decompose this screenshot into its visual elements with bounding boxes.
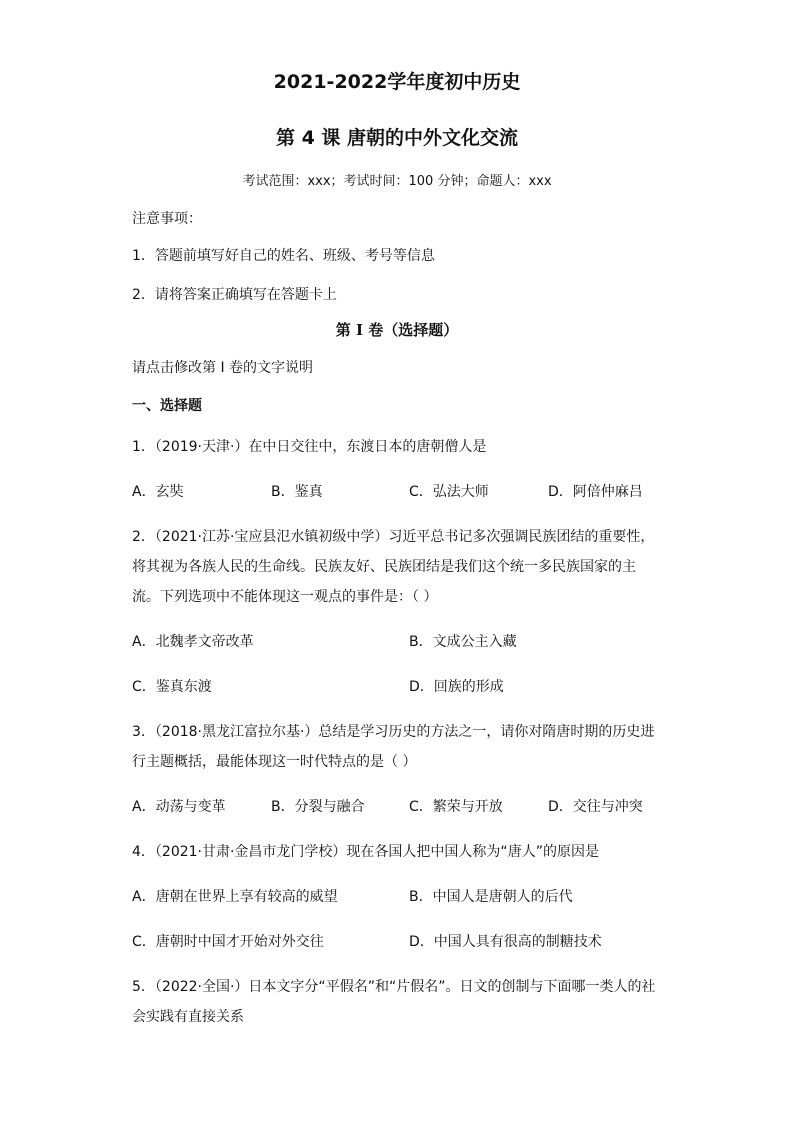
question-option[interactable]: C．繁荣与开放	[409, 799, 503, 815]
note-item: 1．答题前填写好自己的姓名、班级、考号等信息	[132, 248, 435, 264]
question-option[interactable]: A．玄奘	[132, 484, 184, 500]
question-stem: 1．（2019·天津·）在中日交往中，东渡日本的唐朝僧人是	[132, 439, 487, 455]
question-stem: 4．（2021·甘肃·金昌市龙门学校）现在各国人把中国人称为“唐人”的原因是	[132, 844, 599, 860]
question-option[interactable]: A．动荡与变革	[132, 799, 226, 815]
note-item: 2．请将答案正确填写在答题卡上	[132, 287, 337, 303]
question-option[interactable]: C．弘法大师	[409, 484, 489, 500]
lesson-title: 第 4 课 唐朝的中外文化交流	[275, 127, 519, 149]
question-stem: 流。下列选项中不能体现这一观点的事件是：（ ）	[132, 589, 438, 605]
question-option[interactable]: B．文成公主入藏	[409, 634, 517, 650]
question-option[interactable]: D．阿倍仲麻吕	[548, 484, 643, 500]
question-stem: 3．（2018·黑龙江富拉尔基·）总结是学习历史的方法之一，请你对隋唐时期的历史进	[132, 724, 655, 740]
question-option[interactable]: A．北魏孝文帝改革	[132, 634, 254, 650]
question-stem: 5．（2022·全国·）日本文字分“平假名”和“片假名”。日文的创制与下面哪一类人的社	[132, 979, 656, 995]
question-stem: 行主题概括，最能体现这一时代特点的是（ ）	[132, 754, 417, 770]
question-option[interactable]: D．交往与冲突	[548, 799, 643, 815]
question-option[interactable]: D．中国人具有很高的制糖技术	[409, 934, 602, 950]
question-option[interactable]: B．分裂与融合	[271, 799, 365, 815]
question-option[interactable]: D．回族的形成	[409, 679, 504, 695]
section-instruction: 请点击修改第 I 卷的文字说明	[132, 360, 314, 376]
question-option[interactable]: C．鉴真东渡	[132, 679, 212, 695]
exam-info: 考试范围：xxx；考试时间：100 分钟；命题人：xxx	[242, 174, 552, 189]
question-option[interactable]: A．唐朝在世界上享有较高的威望	[132, 889, 338, 905]
question-option[interactable]: B．鉴真	[271, 484, 323, 500]
notes-heading: 注意事项：	[132, 211, 202, 227]
question-option[interactable]: B．中国人是唐朝人的后代	[409, 889, 573, 905]
question-stem: 将其视为各族人民的生命线。民族友好、民族团结是我们这个统一多民族国家的主	[132, 559, 636, 575]
section-title: 第 I 卷（选择题）	[335, 321, 459, 339]
question-option[interactable]: C．唐朝时中国才开始对外交往	[132, 934, 324, 950]
question-stem: 会实践有直接关系	[132, 1009, 244, 1025]
document-title: 2021-2022学年度初中历史	[273, 71, 521, 93]
question-stem: 2．（2021·江苏·宝应县氾水镇初级中学）习近平总书记多次强调民族团结的重要性，	[132, 529, 655, 545]
part-heading: 一、选择题	[132, 398, 202, 414]
